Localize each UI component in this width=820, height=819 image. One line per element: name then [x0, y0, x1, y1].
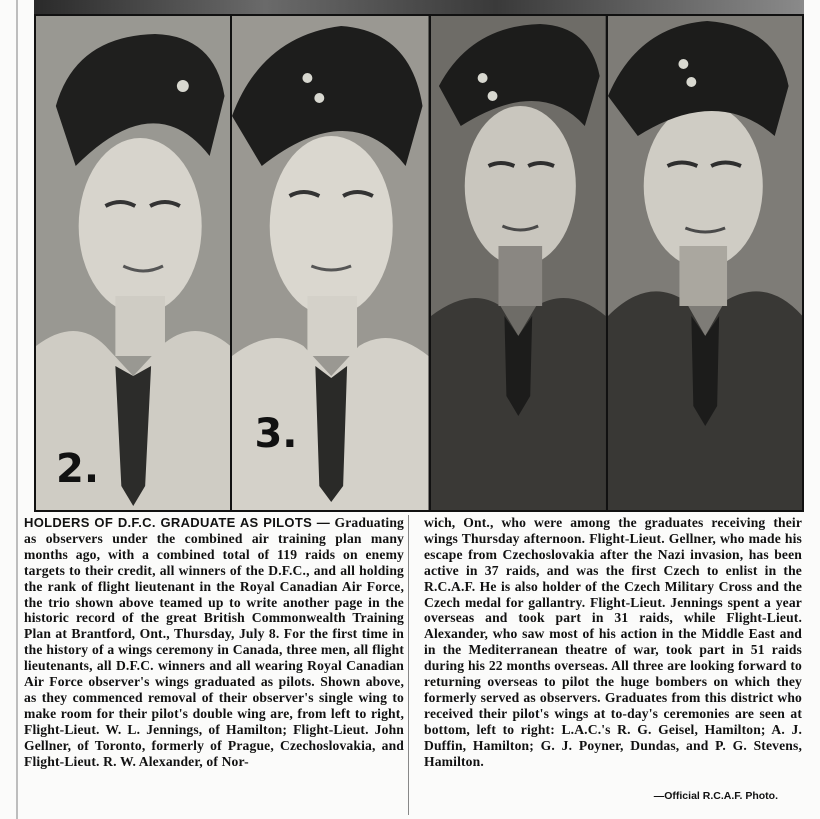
portrait-4: [608, 16, 802, 510]
group-photo: [34, 14, 804, 512]
portrait-2: [232, 16, 430, 510]
article-text-right: wich, Ont., who were among the graduates receiving their wings Thursday afternoon. Flight-Lieut. Gellner, who made his escape from Czechoslovakia after the Nazi invasion, has been active in 37 raids, and was the first Czech to enlist in the R.C.A.F. He is also holder of the Czech Military Cross and the Czech medal for gallantry. Flight-Lieut. Jennings spent a year overseas and took part in 31 raids, while Flight-Lieut. Alexander, who saw most of his action in the Middle East and in the Mediterranean theatre of war, took part in 51 raids during his 22 months overseas. All three are looking forward to returning overseas to pilot the huge bombers on which they formerly served as observers. Graduates from this district who received their pilot's wings at to-day's ceremonies are seen at bottom, left to right: L.A.C.'s R. G. Geisel, Hamilton; A. J. Duffin, Hamilton; G. J. Poyner, Dundas, and P. G. Stevens, Hamilton.: [424, 515, 802, 769]
portrait-number-label: 2.: [56, 446, 100, 492]
caption-right-column: [424, 515, 802, 770]
left-margin-rule: [16, 0, 18, 819]
portrait-3: [431, 16, 608, 510]
top-photo-strip: [34, 0, 804, 14]
column-rule: [408, 515, 409, 815]
caption-left-column: [24, 515, 404, 770]
portrait-4-image: [608, 16, 802, 510]
portrait-1-image: [36, 16, 230, 510]
portrait-1: [36, 16, 232, 510]
portrait-3-image: [431, 16, 606, 510]
portrait-number-label: 3.: [254, 411, 298, 457]
article-text-left: Graduating as observers under the combined air training plan many months ago, with a combined total of 119 raids on enemy targets to their credit, all winners of the D.F.C., and all holding the rank of flight lieutenant in the Royal Canadian Air Force, the trio shown above teamed up to write another page in the historic record of the great British Commonwealth Training Plan at Brantford, Ont., Thursday, July 8. For the first time in the history of a wings ceremony in Canada, three men, all flight lieutenants, all D.F.C. winners and all wearing Royal Canadian Air Force observer's wings graduated as pilots. Shown above, as they commenced removal of their observer's single wing to make room for their pilot's double wing are, from left to right, Flight-Lieut. W. L. Jennings, of Hamilton; Flight-Lieut. John Gellner, of Toronto, formerly of Prague, Czechoslovakia, and Flight-Lieut. R. W. Alexander, of Nor-: [24, 515, 404, 769]
photo-credit: —Official R.C.A.F. Photo.: [653, 790, 778, 802]
article-headline: HOLDERS OF D.F.C. GRADUATE AS PILOTS —: [24, 515, 331, 530]
